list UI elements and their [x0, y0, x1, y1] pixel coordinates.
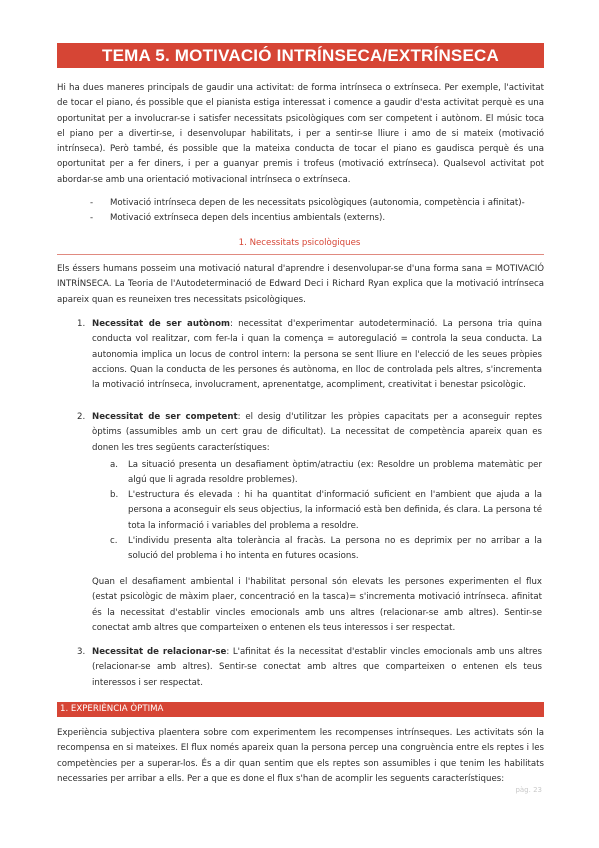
- need-relatedness: [92, 645, 542, 691]
- needs-intro-paragraph: Els éssers humans posseim una motivació natural d'aprendre i desenvolupar-se d'una forma sana = MOTIVACIÓ INTRÍNSECA. La Teoria de l'Autodeterminació de Edward Deci i Richard Ryan explica que la motivació intrínseca apareix quan es reuneixen tres necessitats psicològiques.: [57, 264, 544, 305]
- intro-paragraph: Hi ha dues maneres principals de gaudir una activitat: de forma intrínseca o extrínseca. Per exemple, l'activitat de tocar el piano, és possible que el pianista estiga interessat i comence a gaudir d'esta activitat perquè es una oportunitat per a involucrar-se i satisfer necessitats psicològiques com ser competent i autònom. El músic toca el piano per a divertir-se, i desenvolupar habilitats, i per a sentir-se lliure i amo de si mateix (motivació intrínseca). Però també, és possible que la mateixa conducta de tocar el piano es gaudisca perquè és una oportunitat per a fer diners, i per a guanyar premis i trofeus (motivació extrínseca). Qualsevol activitat pot abordar-se amb una orientació motivacional intrínseca o extrínseca.: [57, 83, 544, 185]
- subitem-letter: a.: [110, 460, 118, 470]
- flow-paragraph: Quan el desafiament ambiental i l'habilitat personal són elevats les persones experimenten el flux (estat psicològic de màxim plaer, concentració en la tasca)= s'incrementa motivació intrínseca. afinitat és la necessitat d'establir vincles emocionals amb uns altres (relacionar-se amb altres). Sentir-se conectat amb altres que comparteixen o entenen els teus interessos i ser respectat.: [92, 577, 542, 633]
- item-title: Necessitat de relacionar-se: [92, 647, 227, 657]
- subitem-letter: c.: [110, 536, 118, 546]
- need-autonomy: [92, 317, 542, 393]
- page-title: TEMA 5. MOTIVACIÓ INTRÍNSECA/EXTRÍNSECA: [57, 43, 544, 68]
- bullet-item: - Motivació extrínseca depen dels incentius ambientals (externs).: [90, 211, 540, 226]
- subitem-text: La situació presenta un desafiament òptim/atractiu (ex: Resoldre un problema matemàtic per algú que li agrada resoldre problemes).: [128, 460, 542, 486]
- subitem-letter: b.: [110, 490, 119, 500]
- need-competence: [92, 410, 542, 456]
- item-number: 3.: [77, 647, 86, 657]
- optimal-experience-paragraph: Experiència subjectiva plaentera sobre com experimentem les recompenses intrínseques. Les activitats són la recompensa en si mateixes. El flux només apareix quan la persona percep una congruència entre els reptes i les competències per a superar-los. És a dir quan sentim que els reptes son assumibles i que tenim les habilitats necessaries per arribar a ells. Per a que es done el flux s'han de acomplir les seguents característiques:: [57, 728, 544, 784]
- item-title: Necessitat de ser autònom: [92, 319, 230, 329]
- bullet-list: [90, 196, 540, 227]
- item-number: 2.: [77, 412, 86, 422]
- item-number: 1.: [77, 319, 86, 329]
- item-text: : necessitat d'experimentar autodeterminació. La persona tria quina conducta vol realitzar, com fer-la i quan la comença = autoregulació = controla la seua conducta. La autonomia implica un locus de control intern: la persona se sent lliure en l'elecció de les seues pròpies accions. Quan la conducta de les persones és autònoma, en lloc de controlada pels altres, s'incrementa la motivació intrínseca, involucrament, aprenentatge, acompliment, creativitat i benestar psicològic.: [92, 319, 542, 391]
- item-title: Necessitat de ser competent: [92, 412, 238, 422]
- section-subheading: 1. Necessitats psicològiques: [238, 238, 361, 248]
- item-text: : L'afinitat és la necessitat d'establir vincles emocionals amb uns altres (relacionar-se amb altres). Sentir-se conectat amb altres que comparteixen o entenen els teus interessos i ser respectat.: [92, 647, 542, 688]
- subitem-text: L'individu presenta alta tolerància al fracàs. La persona no es deprimix per no arribar a la solució del problema i ho intenta en futures ocasions.: [128, 536, 542, 562]
- section-title-bar: 1. EXPERIÈNCIA ÒPTIMA: [57, 702, 544, 717]
- subitem-text: L'estructura és elevada : hi ha quantitat d'informació suficient en l'ambient que ajuda a la persona a aconseguir els seus objectius, la informació està ben definida, és clara. La persona té tota la informació i variables del problema a resoldre.: [128, 490, 542, 531]
- item-text: : el desig d'utilitzar les pròpies capacitats per a aconseguir reptes òptims (assumibles amb un cert grau de dificultat). La necessitat de competència apareix quan es donen les tres següents característiques:: [92, 412, 542, 453]
- divider: [57, 254, 544, 255]
- bullet-item: - Motivació intrínseca depen de les necessitats psicològiques (autonomia, competència i afinitat)-: [90, 196, 540, 211]
- page-number: pàg. 23: [515, 786, 542, 794]
